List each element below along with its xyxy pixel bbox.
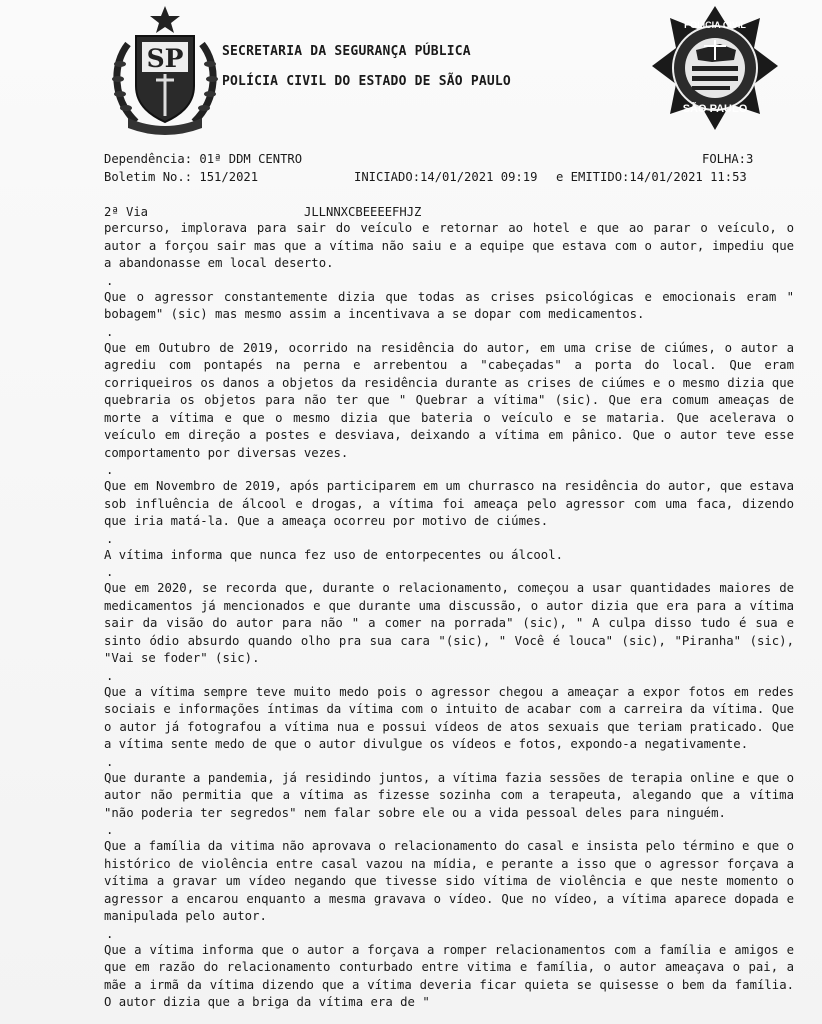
paragraph: A vítima informa que nunca fez uso de entorpecentes ou álcool. — [104, 547, 564, 562]
paragraph: Que o agressor constantemente dizia que todas as crises psicológicas e emocionais eram " bobagem" (sic) mas mesmo assim a incentivava a se dopar com medicamentos. — [104, 289, 794, 321]
paragraph: Que durante a pandemia, já residindo juntos, a vítima fazia sessões de terapia online e que o autor não permitia que a vítima as fizesse sozinha com a terapeuta, alegando que a vítima "não poderia ter segredos" nem falar sobre ele ou a vida pessoal deles para ninguém. — [104, 770, 794, 820]
badge-bottom-text: SÃO PAULO — [682, 103, 748, 115]
header-policia-civil: POLÍCIA CIVIL DO ESTADO DE SÃO PAULO — [222, 74, 511, 89]
paragraph: Que em Novembro de 2019, após participarem em um churrasco na residência do autor, que estava sob influência de álcool e drogas, a vítima foi ameaça pelo agressor com uma faca, dizendo que iria matá-la. Que a ameaça ocorreu por motivo de ciúmes. — [104, 479, 794, 528]
paragraph: Que a vítima informa que o autor a forçava a romper relacionamentos com a família e amigos e que em razão do relacionamento conturbado entre vitima e família, o autor ameaçava o pai, a mãe a irmã da vítima dizendo que a vítima deveria ficar quieta se quisesse o bem da família. O autor dizia que a briga da vítima era de " — [104, 942, 794, 1009]
policia-civil-badge-logo — [650, 4, 780, 136]
separator-dot: . — [106, 565, 114, 579]
sao-paulo-coat-of-arms-logo — [106, 4, 224, 136]
boletim-number: Boletim No.: 151/2021 — [104, 170, 259, 184]
paragraph: Que em 2020, se recorda que, durante o relacionamento, começou a usar quantidades maiores de medicamentos já mencionados e que durante uma discussão, o autor dizia que era para a vítima sair da visão do autor para não " a comer na porrada" (sic), " A culpa disso tudo é sua e sinto ódio absurdo quando olho pra sua cara "(sic), " Você é louca" (sic), "Piranha" (sic), "Vai se foder" (sic). — [104, 581, 794, 665]
dependencia: Dependência: 01ª DDM CENTRO — [104, 152, 303, 166]
document-code: JLLNNXCBEEEEFHJZ — [304, 205, 422, 219]
separator-dot: . — [106, 463, 114, 477]
separator-dot: . — [106, 531, 114, 546]
paragraph: Que a vítima sempre teve muito medo pois o agressor chegou a ameaçar a expor fotos em redes sociais e informações íntimas da vítima com o intuito de acabar com a carreira da vítima. Que o autor já fotografou a vítima nua e possui vídeos de atos sexuais que teriam praticado. Que a vítima sente medo de que o autor divulgue os vídeos e fotos, expondo-a negativamente. — [104, 684, 794, 751]
emitido-timestamp: e EMITIDO:14/01/2021 11:53 — [556, 170, 747, 184]
paragraph: Que em Outubro de 2019, ocorrido na residência do autor, em uma crise de ciúmes, o autor a agrediu com pontapés na perna e arrebentou a "cabeçadas" a porta do local. Que eram corriqueiros os danos a objetos da residência durante as crises de ciúmes e o mesmo dizia que quebraria os objetos para não ter que " Quebrar a vítima" (sic). Que era comum ameaças de morte a vítima e que o mesmo dizia que bateria o veículo e se mataria. Que acelerava o veículo em direção a postes e desviava, deixando a vítima em pânico. Que o autor teve esse comportamento por diversas vezes. — [104, 340, 794, 460]
separator-dot: . — [106, 754, 114, 769]
folha-number: FOLHA:3 — [702, 152, 754, 166]
via-label: 2ª Via — [104, 205, 149, 219]
paragraph: Que a família da vitima não aprovava o relacionamento do casal e insista pelo término e que o histórico de violência entre casal vazou na mídia, e perante a isso que o agressor forçava a vítima a gravar um vídeo negando que tivesse sido vítima de violência e que neste momento o agressor a encarou enquanto a mesma gravava o vídeo. Que no vídeo, a vítima aparece dopada e manipulada pelo autor. — [104, 839, 794, 923]
separator-dot: . — [106, 324, 114, 339]
header-secretaria: SECRETARIA DA SEGURANÇA PÚBLICA — [222, 44, 471, 59]
paragraph: percurso, implorava para sair do veículo e retornar ao hotel e que ao parar o veículo, o autor a forçou sair mas que a vítima não saiu e a equipe que estava com o autor, impediu que a abandonasse em local deserto. — [104, 221, 794, 270]
separator-dot: . — [106, 823, 114, 837]
logo-text: SP — [146, 44, 184, 73]
badge-top-text: POLICIA CIVIL — [684, 20, 746, 30]
separator-dot: . — [106, 668, 114, 683]
iniciado-timestamp: INICIADO:14/01/2021 09:19 — [354, 170, 538, 184]
separator-dot: . — [106, 273, 114, 288]
separator-dot: . — [106, 926, 114, 941]
report-body — [104, 220, 794, 1012]
